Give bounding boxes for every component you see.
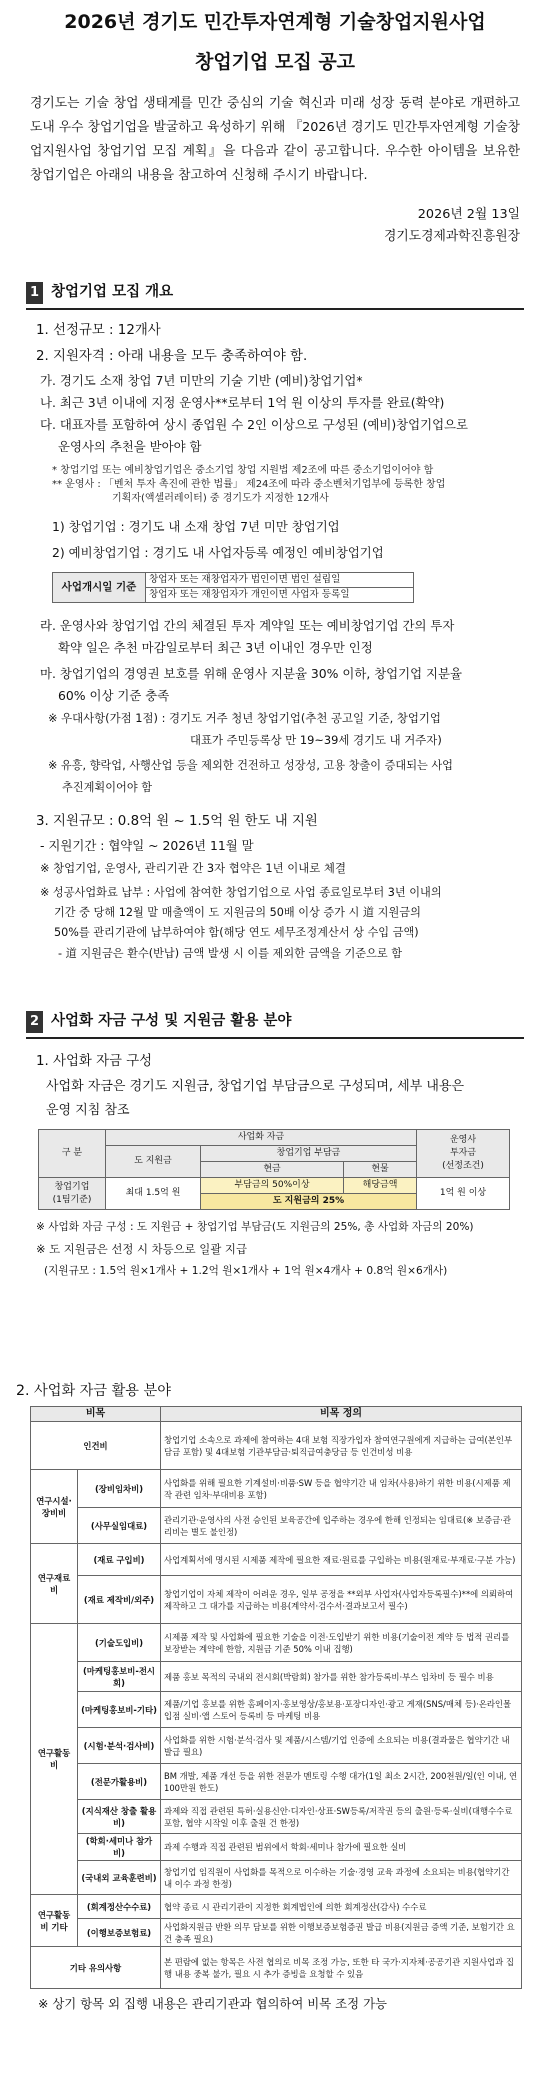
eligibility-na: 나. 최근 3년 이내에 지정 운영사**로부터 1억 원 이상의 투자를 완료(확약) (40, 395, 445, 410)
fund-table-fund: 사업화 자금 (106, 1130, 417, 1146)
budget-row (31, 1624, 522, 1662)
intro-paragraph: 경기도는 기술 창업 생태계를 민간 중심의 기술 혁신과 미래 성장 동력 분야로 개편하고 도내 우수 창업기업을 발굴하고 육성하기 위해 『2026년 경기도 민간투자연계형 기술창업지원사업 창업기업 모집 계획』을 다음과 같이 공고합니다. 우수한 아이템을 보유한 창업기업은 아래의 내용을 참고하여 신청해 주시기 바랍니다. (30, 96, 520, 183)
section-1-number: 1 (26, 282, 43, 304)
fund-table-inkind-value: 해당금액 (344, 1178, 417, 1194)
budget-definition: 과제 수행과 직접 관련된 범위에서 학회·세미나 참가에 필요한 실비 (161, 1834, 522, 1861)
section-2-number: 2 (26, 1011, 43, 1033)
fund-table-row-label-1: 창업기업 (54, 1181, 90, 1192)
fund-table-op-1: 운영사 (449, 1135, 477, 1145)
budget-header-def: 비목 정의 (161, 1407, 522, 1422)
fund-composition-desc: 사업화 자금은 경기도 지원금, 창업기업 부담금으로 구성되며, 세부 내용은 (46, 1079, 465, 1094)
fund-table-do-value: 최대 1.5억 원 (106, 1178, 201, 1210)
fund-composition-heading: 1. 사업화 자금 구성 (36, 1054, 153, 1069)
budget-row (31, 1800, 522, 1834)
eligibility-da: 다. 대표자를 포함하여 상시 종업원 수 2인 이상으로 구성된 (예비)창업기업으로 (40, 417, 468, 432)
usage-heading: 2. 사업화 자금 활용 분야 (16, 1383, 171, 1399)
fund-table-inkind: 현물 (344, 1162, 417, 1178)
condition-2: 2) 예비창업기업 : 경기도 내 사업자등록 예정인 예비창업기업 (52, 545, 384, 560)
budget-definition: 제품 홍보 목적의 국내외 전시회(박람회) 참가를 위한 참가등록비·부스 임차비 등 필수 비용 (161, 1662, 522, 1692)
eligibility-ga: 가. 경기도 소재 창업 7년 미만의 기술 기반 (예비)창업기업* (40, 373, 363, 388)
announcer: 경기도경제과학진흥원장 (384, 229, 520, 244)
budget-definition: BM 개발, 제품 개선 등을 위한 전문가 멘토링 수행 대가(1일 최소 2시간, 200천원/일(인 이내, 연 100만원 한도) (161, 1764, 522, 1800)
budget-definition: 창업기업이 자체 제작이 어려운 경우, 일부 공정을 **외부 사업자(사업자등록필수)**에 의뢰하여 제작하고 그 대가를 지급하는 비용(계약서·검수서·결과보고서 필수) (161, 1576, 522, 1624)
fund-table-op-value: 1억 원 이상 (417, 1178, 510, 1210)
fund-table-cash: 현금 (201, 1162, 344, 1178)
success-fee-2: 기간 중 당해 12월 말 매출액이 도 지원금의 50배 이상 증가 시 道 지원금의 (54, 906, 421, 919)
budget-subitem: (회계정산수수료) (78, 1895, 161, 1919)
condition-1: 1) 창업기업 : 경기도 내 소재 창업 7년 미만 창업기업 (52, 519, 340, 534)
budget-subitem: (장비임차비) (78, 1470, 161, 1508)
preference: ※ 우대사항(가점 1점) : 경기도 거주 청년 창업기업(추천 공고일 기준, 창업기업 (48, 711, 441, 725)
eligibility-ra: 라. 운영사와 창업기업 간의 체결된 투자 계약일 또는 예비창업기업 간의 투자 (40, 618, 455, 633)
page (0, 6, 550, 2015)
budget-definition: 협약 종료 시 관리기관이 지정한 회계법인에 의한 회계정산(감사) 수수료 (161, 1895, 522, 1919)
budget-row (31, 1662, 522, 1692)
budget-category: 인건비 (31, 1422, 161, 1470)
fund-table-cash-value: 부담금의 50%이상 (201, 1178, 344, 1194)
budget-definition: 사업화를 위해 필요한 기계설비·비품·SW 등을 협약기간 내 임차(사용)하기 위한 비용(시제품 제작 관련 임차·부대비용 포함) (161, 1470, 522, 1508)
budget-note: ※ 상기 항목 외 집행 내용은 관리기관과 협의하여 비목 조정 가능 (38, 1996, 388, 2011)
business-start-table (52, 572, 414, 603)
budget-subitem: (국내외 교육훈련비) (78, 1861, 161, 1895)
budget-row (31, 1919, 522, 1947)
budget-row (31, 1834, 522, 1861)
fund-table-do: 도 지원금 (106, 1146, 201, 1178)
budget-header-item: 비목 (31, 1407, 161, 1422)
budget-definition: 시제품 제작 및 사업화에 필요한 기술을 이전·도입받기 위한 비용(기술이전 계약 등 법적 권리를 보장받는 계약에 한함, 지원금 기준 50% 이내 집행) (161, 1624, 522, 1662)
exclusion-2: 추진계획이어야 함 (62, 781, 153, 794)
budget-definition: 창업기업 소속으로 과제에 참여하는 4대 보험 직장가입자 참여연구원에게 지급하는 급여(본인부담금 포함) 및 4대보험 기관부담금·퇴직급여충당금 등 인건비성 비용 (161, 1422, 522, 1470)
success-fee-3: 50%를 관리기관에 납부하여야 함(해당 연도 세무조정계산서 상 수입 금액) (54, 926, 419, 939)
fund-table-burden: 창업기업 부담금 (201, 1146, 417, 1162)
budget-table (30, 1406, 522, 1989)
fund-table-op-3: (선정조건) (442, 1161, 484, 1171)
budget-definition: 제품/기업 홍보를 위한 홈페이지·홍보영상/홍보용·포장디자인·광고 게재(SNS/매체 등)·온라인몰 입점 실비·앱 스토어 등록비 등 마케팅 비용 (161, 1692, 522, 1728)
budget-subitem: (재료 구입비) (78, 1544, 161, 1576)
eligibility: 2. 지원자격 : 아래 내용을 모두 충족하여야 함. (36, 349, 308, 364)
budget-row (31, 1470, 522, 1508)
selection-scale: 1. 선정규모 : 12개사 (36, 323, 161, 338)
support-period: - 지원기간 : 협약일 ~ 2026년 11월 말 (40, 838, 254, 853)
support-scale: 3. 지원규모 : 0.8억 원 ~ 1.5억 원 한도 내 지원 (36, 814, 318, 829)
fund-note-3: (지원규모 : 1.5억 원×1개사 + 1.2억 원×1개사 + 1억 원×4개사 + 0.8억 원×6개사) (44, 1265, 448, 1277)
budget-definition: 사업계획서에 명시된 시제품 제작에 필요한 재료·원료를 구입하는 비용(원재료·부재료·구분 가능) (161, 1544, 522, 1576)
budget-definition: 본 편람에 없는 항목은 사전 협의로 비목 조정 가능, 또한 타 국가·지자체·공공기관 지원사업과 집행 내용 중복 불가, 필요 시 추가 증빙을 요청할 수 있음 (161, 1947, 522, 1989)
budget-category: 기타 유의사항 (31, 1947, 161, 1989)
success-fee: ※ 성공사업화료 납부 : 사업에 참여한 창업기업으로 사업 종료일로부터 3년 이내의 (40, 886, 442, 899)
footnote-1: * 창업기업 또는 예비창업기업은 중소기업 창업 지원법 제2조에 따른 중소기업이어야 함 (52, 465, 434, 476)
fund-note-2: ※ 도 지원금은 선정 시 차등으로 일괄 지급 (36, 1242, 247, 1256)
business-start-label: 사업개시일 기준 (53, 573, 146, 603)
budget-subitem: (사무실임대료) (78, 1508, 161, 1544)
budget-definition: 사업화지원금 반환 의무 담보를 위한 이행보증보험증권 발급 비용(지원금 증액 기준, 보험기간 요건 충족 필요) (161, 1919, 522, 1947)
budget-definition: 관리기관·운영사의 사전 승인된 보육공간에 입주하는 경우에 한해 인정되는 임대료(※ 보증금·관리비는 별도 불인정) (161, 1508, 522, 1544)
budget-definition: 과제와 직접 관련된 특허·실용신안·디자인·상표·SW등록/저작권 등의 출원·등록·실비(대행수수료 포함, 협약 시작일 이후 출원 건 한정) (161, 1800, 522, 1834)
business-start-row-2: 창업자 또는 재창업자가 개인이면 사업자 등록일 (146, 588, 414, 603)
eligibility-ma: 마. 창업기업의 경영권 보호를 위해 운영사 지분율 30% 이하, 창업기업 지분율 (40, 666, 462, 681)
success-fee-4: - 道 지원금은 환수(반납) 금액 발생 시 이를 제외한 금액을 기준으로 함 (58, 947, 403, 960)
section-2-header (26, 1007, 524, 1039)
budget-subitem: (기술도입비) (78, 1624, 161, 1662)
budget-definition: 창업기업 임직원이 사업화를 목적으로 이수하는 기술·경영 교육 과정에 소요되는 비용(협약기간 내 이수 과정 한정) (161, 1861, 522, 1895)
budget-row (31, 1728, 522, 1764)
footnote-2: ** 운영사 : 「벤처 투자 촉진에 관한 법률」 제24조에 따라 중소벤처기업부에 등록한 창업 (52, 479, 446, 490)
budget-subitem: (지식재산 창출 활용비) (78, 1800, 161, 1834)
section-2-title: 사업화 자금 구성 및 지원금 활용 분야 (51, 1013, 292, 1030)
announce-date: 2026년 2월 13일 (417, 207, 520, 222)
budget-row (31, 1544, 522, 1576)
budget-category: 연구활동비 기타 (31, 1895, 78, 1947)
eligibility-ma-2: 60% 이상 기준 충족 (58, 688, 170, 703)
budget-definition: 사업화를 위한 시험·분석·검사 및 제품/시스템/기업 인증에 소요되는 비용(결과물은 협약기간 내 발급 필요) (161, 1728, 522, 1764)
budget-row (31, 1764, 522, 1800)
budget-subitem: (시험·분석·검사비) (78, 1728, 161, 1764)
fund-table-op-2: 투자금 (449, 1148, 477, 1158)
budget-subitem: (이행보증보험료) (78, 1919, 161, 1947)
agreement-note: ※ 창업기업, 운영사, 관리기관 간 3자 협약은 1년 이내로 체결 (40, 861, 346, 875)
business-start-row-1: 창업자 또는 재창업자가 법인이면 법인 설립일 (146, 573, 414, 588)
budget-row (31, 1947, 522, 1989)
fund-table-sum-value: 도 지원금의 25% (201, 1194, 417, 1210)
budget-subitem: (학회·세미나 참가비) (78, 1834, 161, 1861)
footnote-2b: 기획자(액셀러레이터) 중 경기도가 지정한 12개사 (112, 493, 329, 504)
budget-category: 연구재료비 (31, 1544, 78, 1624)
budget-row (31, 1895, 522, 1919)
fund-composition-desc-2: 운영 지침 참조 (46, 1103, 130, 1118)
eligibility-ra-2: 확약 일은 추천 마감일로부터 최근 3년 이내인 경우만 인정 (58, 640, 373, 655)
title-line-2: 창업기업 모집 공고 (194, 51, 356, 73)
budget-category: 연구활동비 (31, 1624, 78, 1895)
budget-row (31, 1861, 522, 1895)
fund-table (38, 1129, 510, 1210)
fund-table-row-label-2: (1팀기준) (52, 1194, 92, 1205)
budget-subitem: (재료 제작비/외주) (78, 1576, 161, 1624)
budget-row (31, 1508, 522, 1544)
budget-row (31, 1576, 522, 1624)
eligibility-da-2: 운영사의 추천을 받아야 함 (58, 439, 202, 454)
fund-table-op (417, 1130, 510, 1178)
section-1-title: 창업기업 모집 개요 (51, 284, 174, 301)
fund-table-gubun: 구 분 (39, 1130, 106, 1178)
budget-row (31, 1692, 522, 1728)
budget-category: 연구시설·장비비 (31, 1470, 78, 1544)
title-line-1: 2026년 경기도 민간투자연계형 기술창업지원사업 (64, 11, 486, 33)
preference-2: 대표가 주민등록상 만 19~39세 경기도 내 거주자) (190, 733, 442, 747)
fund-note-1: ※ 사업화 자금 구성 : 도 지원금 + 창업기업 부담금(도 지원금의 25%, 총 사업화 자금의 20%) (36, 1221, 474, 1233)
section-1-header (26, 278, 524, 310)
budget-subitem: (전문가활용비) (78, 1764, 161, 1800)
budget-row (31, 1422, 522, 1470)
exclusion: ※ 유흥, 향락업, 사행산업 등을 제외한 건전하고 성장성, 고용 창출이 증대되는 사업 (48, 759, 453, 772)
budget-subitem: (마케팅홍보비-전시회) (78, 1662, 161, 1692)
fund-table-row-label (39, 1178, 106, 1210)
budget-subitem: (마케팅홍보비-기타) (78, 1692, 161, 1728)
